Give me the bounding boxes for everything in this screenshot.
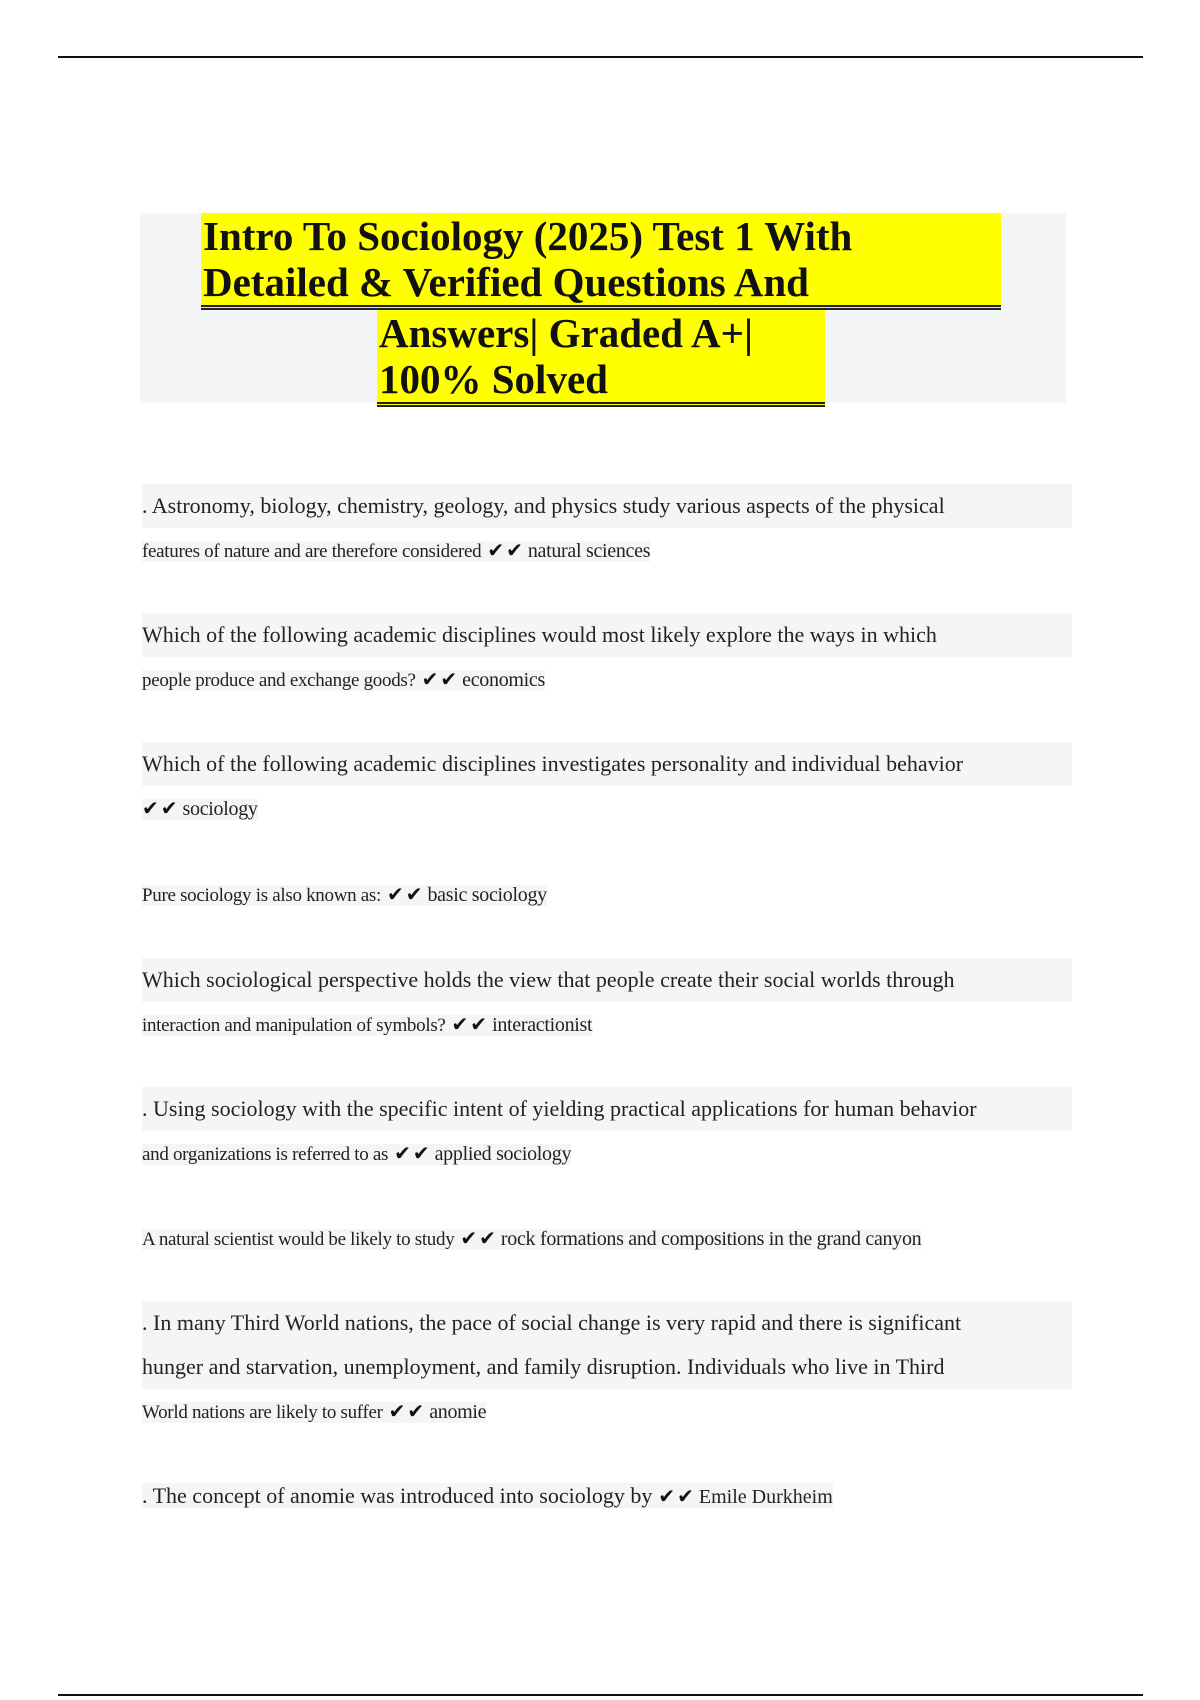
answer-text: basic sociology	[427, 884, 547, 906]
qa-item-9	[142, 1474, 1072, 1519]
answer-text: economics	[462, 669, 545, 691]
answer-text: rock formations and compositions in the grand canyon	[500, 1228, 922, 1250]
qa-item-6	[142, 1087, 1072, 1177]
double-check-icon: ✔✔	[487, 538, 525, 562]
question-text-cont: and organizations is referred to as	[142, 1144, 389, 1165]
title-highlight-block-2	[377, 310, 825, 407]
answer-text: interactionist	[492, 1014, 593, 1036]
answer-text: sociology	[182, 798, 258, 820]
question-text: Which of the following academic disciplines investigates personality and individual behavior	[142, 742, 1072, 786]
double-check-icon: ✔✔	[421, 667, 460, 691]
qa-item-4	[142, 872, 1072, 918]
qa-item-7	[142, 1216, 1072, 1262]
qa-item-2	[142, 613, 1072, 703]
bottom-rule	[58, 1694, 1143, 1696]
question-text: . In many Third World nations, the pace of social change is very rapid and there is significant	[142, 1301, 1072, 1345]
double-check-icon: ✔✔	[460, 1226, 498, 1250]
double-check-icon: ✔✔	[451, 1012, 490, 1036]
question-text: . The concept of anomie was introduced into sociology by	[142, 1483, 653, 1508]
title-line-2: Detailed & Verified Questions And	[203, 259, 809, 305]
qa-item-5	[142, 958, 1072, 1048]
top-rule	[58, 56, 1143, 58]
question-text: A natural scientist would be likely to study	[142, 1229, 455, 1250]
double-check-icon: ✔✔	[142, 796, 180, 820]
double-check-icon: ✔✔	[388, 1399, 427, 1423]
question-text-cont: features of nature and are therefore considered	[142, 541, 482, 562]
question-text: Which sociological perspective holds the view that people create their social worlds through	[142, 958, 1072, 1002]
title-line-4: 100% Solved	[379, 356, 608, 402]
answer-text: Emile Durkheim	[698, 1486, 833, 1508]
qa-item-3	[142, 742, 1072, 832]
question-text: . Astronomy, biology, chemistry, geology, and physics study various aspects of the physical	[142, 484, 1072, 528]
double-check-icon: ✔✔	[658, 1484, 696, 1508]
question-text-cont: hunger and starvation, unemployment, and family disruption. Individuals who live in Third	[142, 1345, 1072, 1389]
qa-item-8	[142, 1301, 1072, 1435]
answer-text: applied sociology	[434, 1143, 572, 1165]
question-text: Which of the following academic disciplines would most likely explore the ways in which	[142, 613, 1072, 657]
qa-item-1	[142, 484, 1072, 574]
title-line-1: Intro To Sociology (2025) Test 1 With	[203, 213, 853, 259]
double-check-icon: ✔✔	[394, 1141, 432, 1165]
question-text: . Using sociology with the specific intent of yielding practical applications for human behavior	[142, 1087, 1072, 1131]
title-highlight-block-1	[201, 213, 1001, 310]
question-text: Pure sociology is also known as:	[142, 885, 381, 906]
answer-text: natural sciences	[527, 540, 651, 562]
answer-text: anomie	[429, 1401, 487, 1423]
title-line-3: Answers| Graded A+|	[379, 310, 753, 356]
question-text-cont: interaction and manipulation of symbols?	[142, 1015, 446, 1036]
double-check-icon: ✔✔	[386, 882, 425, 906]
question-text-cont: people produce and exchange goods?	[142, 670, 416, 691]
question-text-cont-2: World nations are likely to suffer	[142, 1402, 383, 1423]
